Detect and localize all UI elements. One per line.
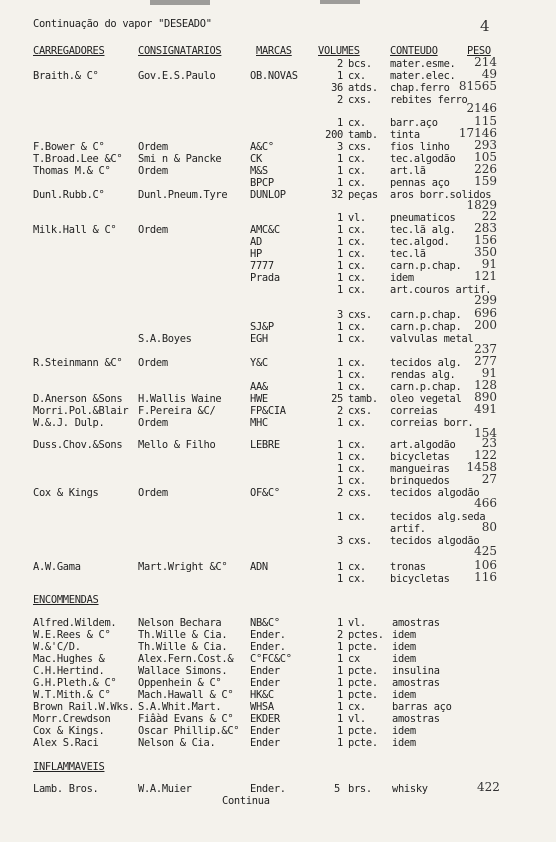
enc-consignee: Th.Wille & Cia. [138,641,228,653]
enc-content: insulina [392,665,440,677]
row-shipper: Braith.& C° [33,70,99,82]
row-content: artif. [390,523,426,535]
row-unit: cxs. [348,94,372,106]
row-unit: cx. [348,561,366,573]
enc-marks: Ender. [250,629,286,641]
row-content: bicycletas [390,573,450,585]
enc-content: barras aço [392,701,452,713]
row-qty: 3 [337,535,343,547]
enc-qty: 1 [337,617,343,629]
row-shipper: A.W.Gama [33,561,81,573]
row-qty: 2 [337,487,343,499]
row-qty: 1 [337,381,343,393]
enc-qty: 1 [337,701,343,713]
row-content: tecidos algodão [390,535,480,547]
row-content: art.couros artif. [390,284,492,296]
row-qty: 200 [325,129,343,141]
enc-unit: cx. [348,701,366,713]
row-weight: 80 [481,520,497,534]
row-qty: 25 [331,393,343,405]
enc-content: idem [392,689,416,701]
row-qty: 1 [337,417,343,429]
row-content: brinquedos [390,475,450,487]
row-content: correias borr. [390,417,474,429]
enc-qty: 1 [337,737,343,749]
row-consignee: Ordem [138,224,168,236]
infl-shipper: Lamb. Bros. [33,783,99,795]
row-qty: 1 [337,117,343,129]
row-weight: 49 [481,67,497,81]
row-marks: Y&C [250,357,268,369]
row-unit: cx. [348,70,366,82]
row-content: mater.esme. [390,58,456,70]
row-weight: 115 [474,114,497,128]
enc-shipper: W.&'C/D. [33,641,81,653]
enc-shipper: Alex S.Raci [33,737,99,749]
row-content: correias [390,405,438,417]
row-weight: 890 [474,390,497,404]
row-unit: atds. [348,82,378,94]
ink-smudge [150,0,210,5]
row-shipper: Thomas M.& C° [33,165,111,177]
header-consignatarios: CONSIGNATARIOS [138,45,222,57]
enc-content: idem [392,641,416,653]
row-unit: tamb. [348,393,378,405]
enc-marks: EKDER [250,713,280,725]
row-weight: 299 [474,293,497,307]
infl-consignee: W.A.Muier [138,783,192,795]
enc-content: idem [392,725,416,737]
enc-unit: cx [348,653,360,665]
row-unit: cxs. [348,487,372,499]
row-weight: 91 [481,366,497,380]
row-unit: cx. [348,463,366,475]
row-content: rebites ferro [390,94,468,106]
row-consignee: Ordem [138,357,168,369]
row-content: bicycletas [390,451,450,463]
row-qty: 1 [337,369,343,381]
row-content: rendas alg. [390,369,456,381]
row-content: tec.lã alg. [390,224,456,236]
row-unit: cx. [348,260,366,272]
enc-shipper: Morr.Crewdson [33,713,111,725]
row-unit: cx. [348,177,366,189]
row-marks: DUNLOP [250,189,286,201]
enc-unit: pcte. [348,665,378,677]
enc-shipper: Alfred.Wildem. [33,617,117,629]
row-qty: 2 [337,405,343,417]
infl-marks: Ender. [250,783,286,795]
row-weight: 226 [474,162,497,176]
row-marks: MHC [250,417,268,429]
row-weight: 491 [474,402,497,416]
row-weight: 466 [474,496,497,510]
row-marks: CK [250,153,262,165]
enc-consignee: Alex.Fern.Cost.& [138,653,234,665]
row-content: pneumaticos [390,212,456,224]
enc-shipper: W.T.Mith.& C° [33,689,111,701]
row-qty: 2 [337,94,343,106]
row-consignee: S.A.Boyes [138,333,192,345]
row-weight: 283 [474,221,497,235]
row-qty: 1 [337,561,343,573]
row-weight: 23 [481,436,497,450]
row-unit: cx. [348,248,366,260]
row-content: carn.p.chap. [390,309,462,321]
row-unit: cx. [348,357,366,369]
enc-qty: 1 [337,713,343,725]
row-qty: 1 [337,573,343,585]
row-content: carn.p.chap. [390,321,462,333]
enc-content: idem [392,737,416,749]
enc-unit: pcte. [348,641,378,653]
enc-content: amostras [392,617,440,629]
row-weight: 17146 [458,126,497,140]
row-qty: 1 [337,70,343,82]
row-marks: LEBRE [250,439,280,451]
enc-marks: Ender [250,665,280,677]
row-content: tec.lã [390,248,426,260]
infl-qty: 5 [334,783,340,795]
row-qty: 1 [337,511,343,523]
enc-content: idem [392,629,416,641]
row-weight: 293 [474,138,497,152]
enc-marks: HK&C [250,689,274,701]
enc-content: amostras [392,677,440,689]
row-weight: 105 [474,150,497,164]
row-unit: cx. [348,321,366,333]
row-weight: 696 [474,306,497,320]
document-title: Continuação do vapor "DESEADO" [33,18,212,30]
continua-footer: Continua [222,795,270,807]
row-weight: 350 [474,245,497,259]
row-marks: ADN [250,561,268,573]
enc-unit: pcte. [348,725,378,737]
row-content: pennas aço [390,177,450,189]
header-peso: PESO [467,45,491,57]
row-weight: 200 [474,318,497,332]
row-marks: M&S [250,165,268,177]
row-shipper: Dunl.Rubb.C° [33,189,105,201]
enc-qty: 1 [337,665,343,677]
row-unit: cx. [348,153,366,165]
row-consignee: Ordem [138,487,168,499]
infl-content: whisky [392,783,428,795]
enc-consignee: S.A.Whit.Mart. [138,701,222,713]
row-shipper: D.Anerson &Sons [33,393,123,405]
row-marks: FP&CIA [250,405,286,417]
row-weight: 106 [474,558,497,572]
row-weight: 159 [474,174,497,188]
row-weight: 214 [474,55,497,69]
row-weight: 122 [474,448,497,462]
row-marks: BPCP [250,177,274,189]
row-qty: 1 [337,333,343,345]
row-unit: cx. [348,117,366,129]
enc-marks: Ender [250,725,280,737]
row-content: tronas [390,561,426,573]
row-unit: cx. [348,451,366,463]
enc-unit: pcte. [348,737,378,749]
ink-smudge [320,0,360,4]
row-shipper: Milk.Hall & C° [33,224,117,236]
enc-consignee: Th.Wille & Cia. [138,629,228,641]
row-qty: 1 [337,260,343,272]
row-weight: 156 [474,233,497,247]
enc-consignee: Mach.Hawall & C° [138,689,234,701]
row-qty: 1 [337,248,343,260]
row-consignee: Ordem [138,417,168,429]
row-content: mater.elec. [390,70,456,82]
enc-shipper: W.E.Rees & C° [33,629,111,641]
enc-consignee: Fiâàd Evans & C° [138,713,234,725]
row-weight: 237 [474,342,497,356]
enc-qty: 1 [337,677,343,689]
enc-consignee: Wallace Simons. [138,665,228,677]
row-unit: cx. [348,284,366,296]
row-shipper: F.Bower & C° [33,141,105,153]
row-content: fios linho [390,141,450,153]
row-content: idem [390,272,414,284]
row-content: tinta [390,129,420,141]
row-marks: OB.NOVAS [250,70,298,82]
row-shipper: Cox & Kings [33,487,99,499]
row-qty: 1 [337,177,343,189]
row-unit: cxs. [348,309,372,321]
row-unit: cxs. [348,141,372,153]
row-weight: 27 [481,472,497,486]
row-shipper: Duss.Chov.&Sons [33,439,123,451]
row-shipper: Morri.Pol.&Blair [33,405,129,417]
enc-unit: pctes. [348,629,384,641]
enc-consignee: Nelson & Cia. [138,737,216,749]
row-shipper: W.&.J. Dulp. [33,417,105,429]
row-weight: 128 [474,378,497,392]
row-content: tec.algod. [390,236,450,248]
enc-marks: Ender [250,677,280,689]
inflammaveis-heading: INFLAMMAVEIS [33,761,105,773]
row-content: carn.p.chap. [390,381,462,393]
enc-marks: WHSA [250,701,274,713]
row-marks: A&C° [250,141,274,153]
row-weight: 91 [481,257,497,271]
row-weight: 22 [481,209,497,223]
enc-marks: C°FC&C° [250,653,292,665]
row-unit: vl. [348,212,366,224]
row-unit: cx. [348,475,366,487]
row-qty: 1 [337,357,343,369]
row-marks: AMC&C [250,224,280,236]
row-marks: AA& [250,381,268,393]
row-qty: 3 [337,141,343,153]
enc-shipper: Mac.Hughes & [33,653,105,665]
enc-content: idem [392,653,416,665]
row-content: tecidos alg. [390,357,462,369]
row-content: art.lã [390,165,426,177]
row-qty: 1 [337,321,343,333]
row-qty: 1 [337,224,343,236]
row-content: tecidos algodão [390,487,480,499]
row-unit: cx. [348,165,366,177]
row-content: carn.p.chap. [390,260,462,272]
row-unit: peças [348,189,378,201]
row-content: valvulas metal [390,333,474,345]
row-qty: 1 [337,451,343,463]
enc-content: amostras [392,713,440,725]
row-weight: 81565 [458,79,497,93]
row-qty: 1 [337,236,343,248]
row-unit: cx. [348,224,366,236]
row-unit: cx. [348,573,366,585]
enc-shipper: C.H.Hertind. [33,665,105,677]
header-marcas: MARCAS [256,45,292,57]
row-weight: 425 [474,544,497,558]
enc-consignee: Nelson Bechara [138,617,222,629]
row-qty: 36 [331,82,343,94]
row-qty: 2 [337,58,343,70]
enc-shipper: G.H.Pleth.& C° [33,677,117,689]
enc-qty: 1 [337,653,343,665]
enc-marks: NB&C° [250,617,280,629]
row-weight: 2146 [466,101,497,115]
infl-unit: brs. [348,783,372,795]
row-weight: 116 [474,570,497,584]
row-weight: 1829 [466,198,497,212]
encomendas-heading: ENCOMMENDAS [33,594,99,606]
row-qty: 3 [337,309,343,321]
enc-marks: Ender [250,737,280,749]
row-marks: OF&C° [250,487,280,499]
row-unit: cx. [348,369,366,381]
row-marks: AD [250,236,262,248]
row-content: oleo vegetal [390,393,462,405]
header-volumes: VOLUMES [318,45,360,57]
enc-unit: vl. [348,713,366,725]
row-unit: tamb. [348,129,378,141]
row-content: tecidos alg.seda [390,511,486,523]
row-marks: HP [250,248,262,260]
row-qty: 1 [337,272,343,284]
row-weight: 277 [474,354,497,368]
row-content: barr.aço [390,117,438,129]
row-unit: cx. [348,236,366,248]
row-unit: bcs. [348,58,372,70]
row-consignee: F.Pereira &C/ [138,405,216,417]
row-qty: 1 [337,439,343,451]
row-consignee: Mart.Wright &C° [138,561,228,573]
row-marks: EGH [250,333,268,345]
enc-qty: 1 [337,641,343,653]
infl-weight: 422 [477,780,500,794]
row-qty: 1 [337,165,343,177]
header-carregadores: CARREGADORES [33,45,105,57]
row-unit: cx. [348,417,366,429]
row-unit: cxs. [348,405,372,417]
row-weight: 121 [474,269,497,283]
row-consignee: Mello & Filho [138,439,216,451]
header-conteudo: CONTEUDO [390,45,438,57]
enc-qty: 1 [337,725,343,737]
row-content: art.algodão [390,439,456,451]
enc-shipper: Cox & Kings. [33,725,105,737]
row-unit: cxs. [348,535,372,547]
row-shipper: T.Broad.Lee &C° [33,153,123,165]
enc-shipper: Brown Rail.W.Wks. [33,701,135,713]
enc-consignee: Oscar Phillip.&C° [138,725,240,737]
row-consignee: Ordem [138,165,168,177]
enc-qty: 2 [337,629,343,641]
row-marks: Prada [250,272,280,284]
row-qty: 1 [337,463,343,475]
row-consignee: H.Wallis Waine [138,393,222,405]
enc-consignee: Oppenhein & C° [138,677,222,689]
row-qty: 1 [337,284,343,296]
row-unit: cx. [348,381,366,393]
row-consignee: Dunl.Pneum.Tyre [138,189,228,201]
row-content: tec.algodão [390,153,456,165]
row-shipper: R.Steinmann &C° [33,357,123,369]
row-consignee: Gov.E.S.Paulo [138,70,216,82]
enc-unit: pcte. [348,677,378,689]
enc-qty: 1 [337,689,343,701]
enc-unit: vl. [348,617,366,629]
row-content: aros borr.solidos [390,189,492,201]
row-qty: 1 [337,212,343,224]
row-weight: 154 [474,426,497,440]
row-marks: 7777 [250,260,274,272]
row-content: mangueiras [390,463,450,475]
row-consignee: Smi n & Pancke [138,153,222,165]
row-unit: cx. [348,439,366,451]
enc-unit: pcte. [348,689,378,701]
row-marks: HWE [250,393,268,405]
row-qty: 32 [331,189,343,201]
row-unit: cx. [348,272,366,284]
row-weight: 1458 [466,460,497,474]
row-marks: SJ&P [250,321,274,333]
page-number: 4 [480,17,490,35]
row-content: chap.ferro [390,82,450,94]
row-consignee: Ordem [138,141,168,153]
row-unit: cx. [348,333,366,345]
enc-marks: Ender. [250,641,286,653]
row-qty: 1 [337,475,343,487]
row-unit: cx. [348,511,366,523]
row-qty: 1 [337,153,343,165]
